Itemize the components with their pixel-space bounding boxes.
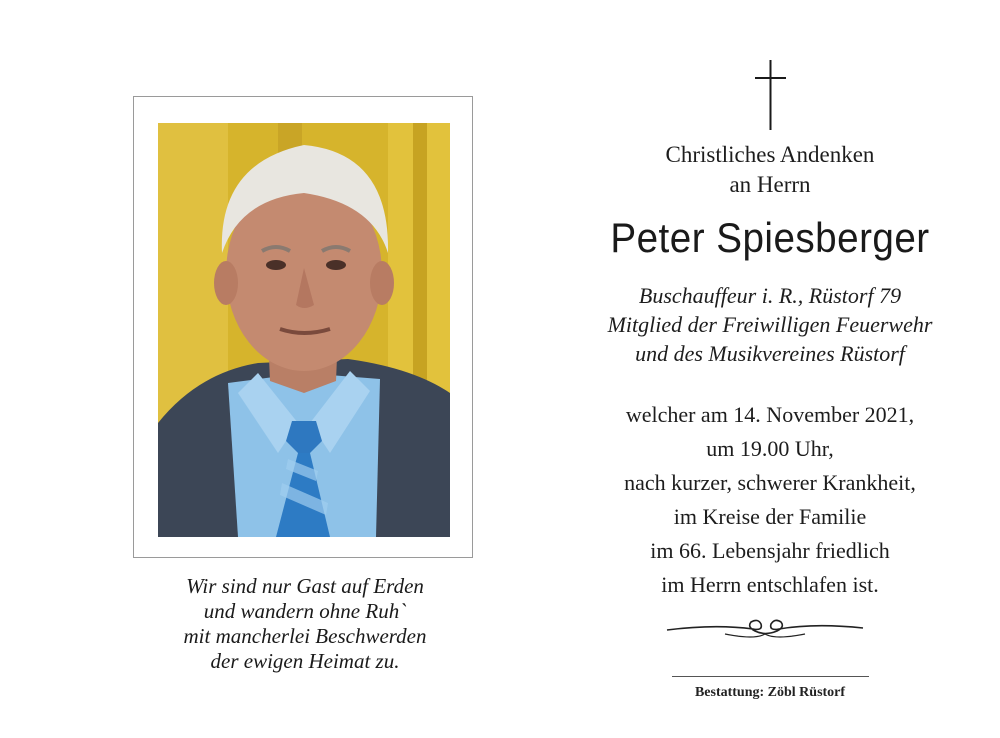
flourish-ornament <box>665 612 865 646</box>
detail-line: im Kreise der Familie <box>673 504 867 529</box>
cross-icon <box>751 60 791 130</box>
divider <box>672 676 869 677</box>
detail-line: im 66. Lebensjahr friedlich <box>650 538 890 563</box>
poem-line: und wandern ohne Ruh` <box>203 599 407 623</box>
detail-line: im Herrn entschlafen ist. <box>661 572 879 597</box>
poem <box>120 574 490 674</box>
detail-line: nach kurzer, schwerer Krankheit, <box>624 470 916 495</box>
role-line: Mitglied der Freiwilligen Feuerwehr <box>607 312 933 337</box>
funeral-home: Bestattung: Zöbl Rüstorf <box>694 685 846 700</box>
portrait-photo <box>158 123 450 537</box>
role-line: und des Musikvereines Rüstorf <box>635 341 905 366</box>
roles <box>540 281 1000 368</box>
heading <box>540 140 1000 200</box>
detail-line: welcher am 14. November 2021, <box>625 402 915 427</box>
detail-line: um 19.00 Uhr, <box>706 436 834 461</box>
poem-line: mit mancherlei Beschwerden <box>183 624 427 648</box>
poem-line: der ewigen Heimat zu. <box>210 649 400 673</box>
poem-line: Wir sind nur Gast auf Erden <box>186 574 424 598</box>
death-details <box>540 398 1000 602</box>
heading-line: an Herrn <box>729 172 811 197</box>
role-line: Buschauffeur i. R., Rüstorf 79 <box>638 283 902 308</box>
heading-line: Christliches Andenken <box>665 142 875 167</box>
portrait-frame <box>133 96 473 558</box>
deceased-name: Peter Spiesberger <box>610 214 930 261</box>
